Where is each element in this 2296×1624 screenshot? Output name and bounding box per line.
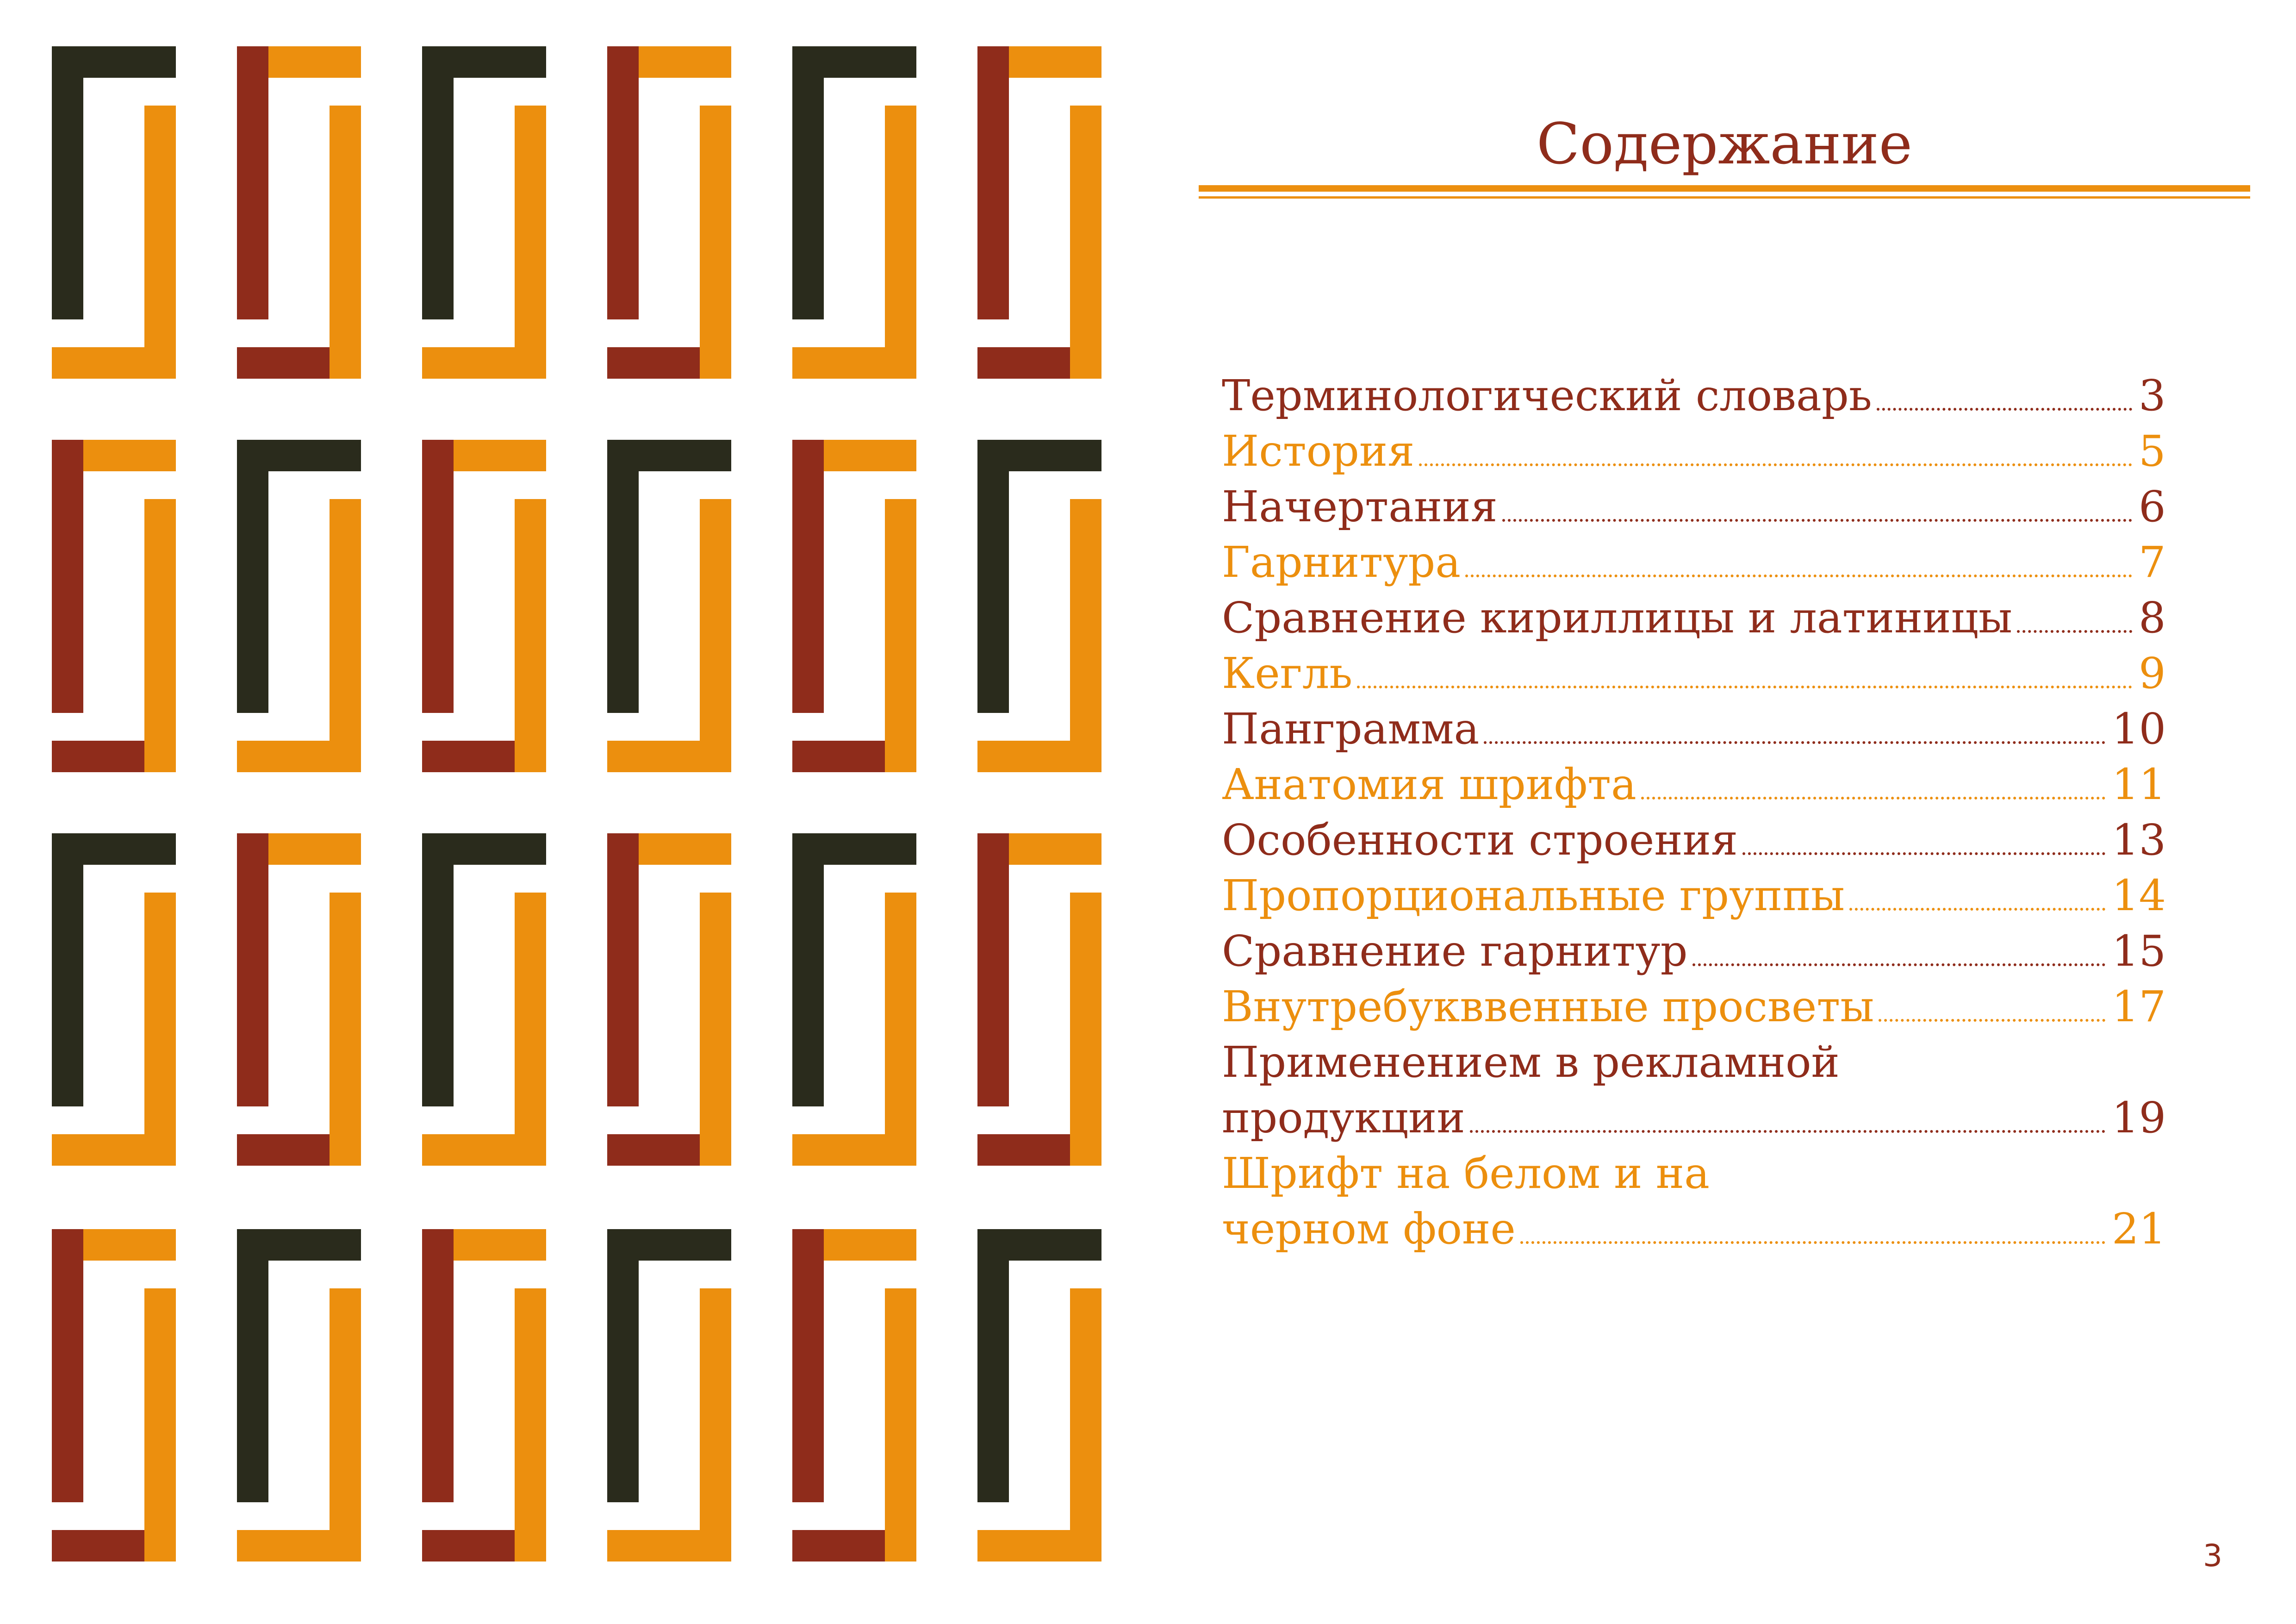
pattern-tile [52,440,176,772]
toc-entry-page: 6 [2139,482,2166,531]
toc-dot-leader [1877,408,2132,411]
toc-entry-title: Терминологический словарь [1222,371,1872,420]
tile-left-bar [977,1229,1009,1502]
toc-entry-title: Сравнение кириллицы и латиницы [1222,593,2012,643]
toc-entry[interactable] [1222,1035,2175,1146]
pattern-tile [237,46,361,379]
tile-right-bar [515,499,546,772]
toc-dot-leader [2017,630,2132,633]
pattern-tile [977,440,1101,772]
toc-entry-title: Анатомия шрифта [1222,760,1636,809]
toc-entry-title-continued: продукции [1222,1093,1465,1143]
pattern-tile [792,440,916,772]
pattern-tile [977,46,1101,379]
tile-left-bar [607,46,639,319]
tile-left-bar [52,833,83,1106]
toc-entry[interactable] [1222,701,2175,757]
tile-right-bar [700,106,731,379]
pattern-tile [422,833,546,1166]
pattern-tile [607,440,731,772]
tile-right-bar [515,893,546,1166]
toc-entry-page: 5 [2139,426,2166,476]
toc-dot-leader [1357,686,2132,688]
tile-left-bar [237,46,268,319]
toc-entry[interactable] [1222,646,2175,701]
pattern-tile [607,46,731,379]
toc-entry[interactable] [1222,757,2175,812]
toc-dot-leader [1849,908,2105,911]
tile-left-bar [422,833,454,1106]
toc-dot-leader [1742,852,2105,855]
toc-entry-title: Внутребукввенные просветы [1222,982,1874,1031]
tile-right-bar [515,106,546,379]
tile-left-bar [792,1229,824,1502]
pattern-tile [607,1229,731,1562]
tile-right-bar [885,106,916,379]
pattern-tile [237,1229,361,1562]
toc-entry-page: 10 [2112,704,2166,754]
pattern-tile [52,1229,176,1562]
tile-left-bar [237,440,268,713]
tile-left-bar [792,833,824,1106]
toc-entry-page: 3 [2139,371,2166,420]
tile-left-bar [607,1229,639,1502]
pattern-tile [792,46,916,379]
tile-right-bar [700,893,731,1166]
tile-right-bar [330,106,361,379]
toc-entry-page: 15 [2112,926,2166,976]
toc-dot-leader [1692,963,2105,966]
tile-left-bar [52,440,83,713]
toc-entry-title: Панграмма [1222,704,1480,754]
toc-entry-page: 7 [2139,537,2166,587]
toc-entry[interactable] [1222,924,2175,979]
pattern-tile [422,440,546,772]
tile-left-bar [607,833,639,1106]
toc-dot-leader [1502,519,2132,522]
pattern-tile [237,833,361,1166]
pattern-tile [237,440,361,772]
toc-dot-leader [1641,797,2105,800]
tile-right-bar [144,106,176,379]
tile-right-bar [885,1288,916,1562]
tile-right-bar [885,499,916,772]
tile-left-bar [422,1229,454,1502]
tile-right-bar [700,1288,731,1562]
tile-right-bar [515,1288,546,1562]
toc-dot-leader [1484,741,2105,744]
toc-entry[interactable] [1222,868,2175,924]
toc-entry[interactable] [1222,479,2175,535]
toc-dot-leader [1470,1130,2105,1133]
toc-dot-leader [1465,575,2132,577]
tile-right-bar [144,499,176,772]
tile-right-bar [1070,499,1101,772]
toc-entry[interactable] [1222,979,2175,1035]
toc-entry-title: Пропорциональные группы [1222,871,1845,920]
pattern-tile [422,46,546,379]
pattern-tile [422,1229,546,1562]
pattern-tile [792,833,916,1166]
pattern-tile [792,1229,916,1562]
tile-left-bar [237,833,268,1106]
tile-right-bar [144,893,176,1166]
tile-right-bar [144,1288,176,1562]
toc-entry[interactable] [1222,424,2175,479]
tile-left-bar [422,440,454,713]
tile-right-bar [700,499,731,772]
tile-right-bar [1070,893,1101,1166]
toc-entry-page: 21 [2112,1204,2166,1254]
tile-left-bar [977,46,1009,319]
toc-entry-title: Применением в рекламной [1222,1037,1840,1087]
toc-entry-page: 9 [2139,649,2166,698]
pattern-tile [52,46,176,379]
decorative-pattern [0,0,1111,1624]
toc-entry[interactable] [1222,368,2175,424]
tile-right-bar [885,893,916,1166]
pattern-tile [977,1229,1101,1562]
toc-entry-title: Особенности строения [1222,815,1738,865]
toc-entry-page: 8 [2139,593,2166,643]
tile-left-bar [607,440,639,713]
tile-left-bar [792,440,824,713]
toc-entry[interactable] [1222,535,2175,590]
toc-entry-title: История [1222,426,1415,476]
toc-entry-page: 14 [2112,871,2166,920]
title-rule-thick [1199,185,2250,192]
tile-right-bar [330,1288,361,1562]
toc-entry-page: 13 [2112,815,2166,865]
toc-entry[interactable] [1222,590,2175,646]
toc-entry-title: Сравнение гарнитур [1222,926,1688,976]
tile-left-bar [977,833,1009,1106]
tile-right-bar [330,499,361,772]
tile-right-bar [1070,1288,1101,1562]
toc-dot-leader [1879,1019,2105,1022]
toc-entry[interactable] [1222,1146,2175,1257]
tile-left-bar [422,46,454,319]
pattern-tile [607,833,731,1166]
tile-left-bar [52,46,83,319]
title-rule-thin [1199,196,2250,199]
toc-entry-title: Шрифт на белом и на [1222,1149,1710,1198]
pattern-tile [52,833,176,1166]
tile-right-bar [1070,106,1101,379]
toc-dot-leader [1520,1241,2105,1244]
toc-entry-title-continued: черном фоне [1222,1204,1516,1254]
tile-right-bar [330,893,361,1166]
pattern-tile [977,833,1101,1166]
tile-left-bar [52,1229,83,1502]
toc-entry[interactable] [1222,812,2175,868]
page-number: 3 [2203,1538,2222,1574]
toc-dot-leader [1419,463,2132,466]
tile-left-bar [237,1229,268,1502]
toc-entry-title: Начертания [1222,482,1498,531]
toc-entry-page: 11 [2112,760,2166,809]
page-title: Содержание [1536,111,1912,177]
toc-entry-page: 19 [2112,1093,2166,1143]
toc-entry-title: Гарнитура [1222,537,1461,587]
toc-entry-title: Кегль [1222,649,1353,698]
tile-left-bar [977,440,1009,713]
tile-left-bar [792,46,824,319]
table-of-contents [1222,368,2175,1257]
toc-entry-page: 17 [2112,982,2166,1031]
